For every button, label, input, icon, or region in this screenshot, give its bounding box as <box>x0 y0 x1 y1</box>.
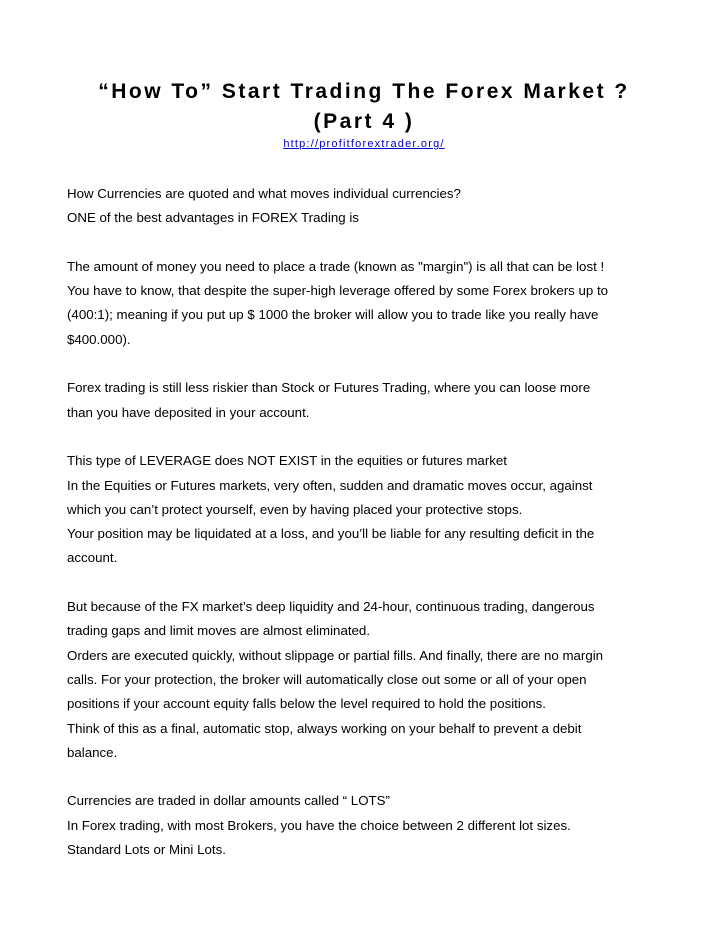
paragraph-gap <box>67 765 667 789</box>
text-line: account. <box>67 550 118 566</box>
text-line: which you can’t protect yourself, even by having placed your protective stops. <box>67 501 523 517</box>
document-body <box>67 182 667 862</box>
text-line: calls. For your protection, the broker will automatically close out some or all of your open <box>67 671 587 687</box>
paragraph-6 <box>67 789 667 862</box>
paragraph-3 <box>67 376 667 425</box>
text-line: positions if your account equity falls below the level required to hold the positions. <box>67 696 546 712</box>
text-line: But because of the FX market’s deep liquidity and 24-hour, continuous trading, dangerous <box>67 599 595 615</box>
document-title-line-1: “How To” Start Trading The Forex Market ? <box>98 80 630 103</box>
text-line: The amount of money you need to place a trade (known as "margin") is all that can be lost ! <box>67 258 605 274</box>
text-line: than you have deposited in your account. <box>67 404 310 420</box>
paragraph-5 <box>67 595 667 765</box>
paragraph-1 <box>67 182 667 231</box>
text-line: Forex trading is still less riskier than Stock or Futures Trading, where you can loose more <box>67 380 591 396</box>
paragraph-2 <box>67 255 667 352</box>
text-line: (400:1); meaning if you put up $ 1000 the broker will allow you to trade like you really have <box>67 307 599 323</box>
paragraph-gap <box>67 352 667 376</box>
document-title-line-2: (Part 4 ) <box>313 110 415 133</box>
text-line: Standard Lots or Mini Lots. <box>67 842 226 858</box>
text-line: Currencies are traded in dollar amounts called “ LOTS” <box>67 793 390 809</box>
source-link[interactable]: http://profitforextrader.org/ <box>283 138 445 150</box>
text-line: You have to know, that despite the super-high leverage offered by some Forex brokers up to <box>67 283 609 299</box>
text-line: How Currencies are quoted and what moves individual currencies? <box>67 186 461 201</box>
text-line: trading gaps and limit moves are almost eliminated. <box>67 623 371 639</box>
paragraph-gap <box>67 231 667 255</box>
text-line: ONE of the best advantages in FOREX Trading is <box>67 210 359 226</box>
text-line: This type of LEVERAGE does NOT EXIST in the equities or futures market <box>67 453 507 469</box>
paragraph-gap <box>67 571 667 595</box>
text-line: $400.000). <box>67 331 131 347</box>
paragraph-gap <box>67 425 667 449</box>
text-line: In the Equities or Futures markets, very often, sudden and dramatic moves occur, against <box>67 477 593 493</box>
text-line: balance. <box>67 744 118 760</box>
paragraph-4 <box>67 449 667 570</box>
text-line: Think of this as a final, automatic stop, always working on your behalf to prevent a debit <box>67 720 582 736</box>
text-line: In Forex trading, with most Brokers, you have the choice between 2 different lot sizes. <box>67 817 571 833</box>
text-line: Your position may be liquidated at a loss, and you’ll be liable for any resulting deficit in the <box>67 526 595 542</box>
text-line: Orders are executed quickly, without slippage or partial fills. And finally, there are no margin <box>67 647 604 663</box>
